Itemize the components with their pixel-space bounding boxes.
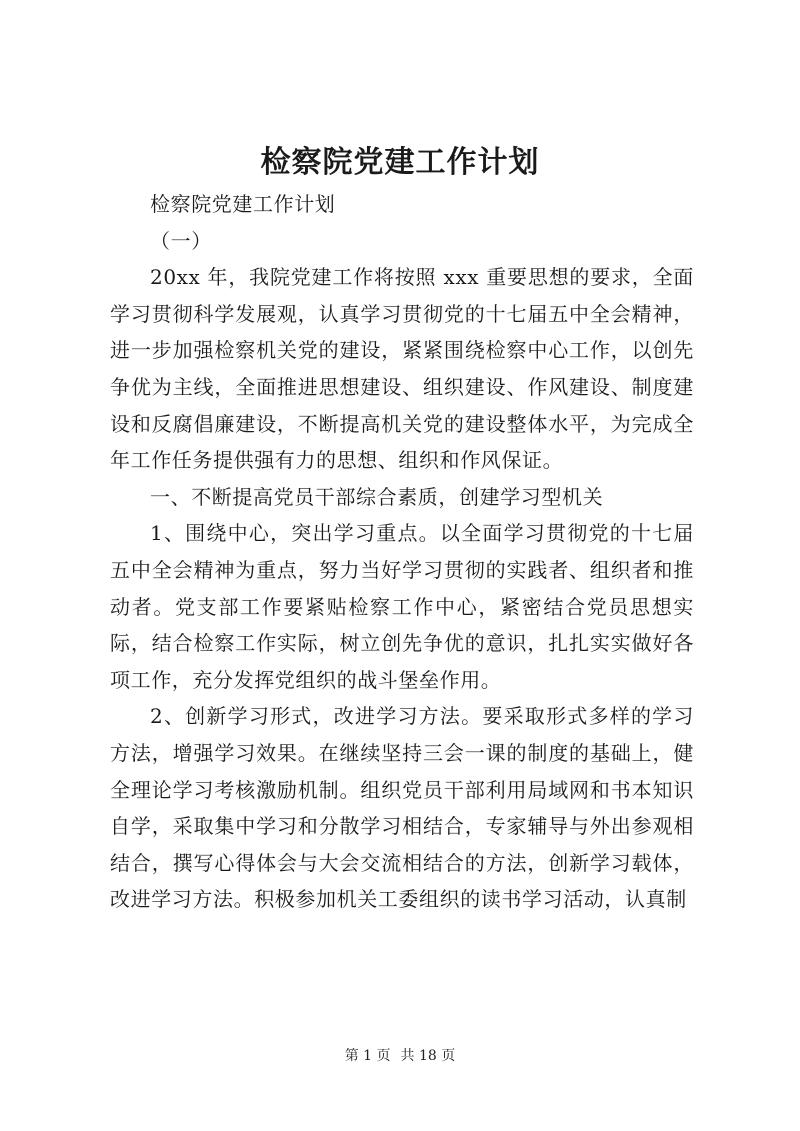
document-title: 检察院党建工作计划 [260,145,540,180]
paragraph-intro: 20xx 年，我院党建工作将按照 xxx 重要思想的要求，全面学习贯彻科学发展观，认真学习贯彻党的十七届五中全会精神，进一步加强检察机关党的建设，紧紧围绕检察中心工作，以创先争优为主线，全面推进思想建设、组织建设、作风建设、制度建设和反腐倡廉建设，不断提高机关党的建设整体水平，为完成全年工作任务提供强有力的思想、组织和作风保证。 [110,265,694,473]
paragraph-section-marker: （一） [150,228,212,253]
page-total: 共 18 页 [400,1048,456,1064]
paragraph-subtitle: 检察院党建工作计划 [150,192,336,216]
paragraph-item-1: 1、围绕中心，突出学习重点。以全面学习贯彻党的十七届五中全会精神为重点，努力当好学习贯彻的实践者、组织者和推动者。党支部工作要紧贴检察工作中心，紧密结合党员思想实际，结合检察工作实际，树立创先争优的意识，扎扎实实做好各项工作，充分发挥党组织的战斗堡垒作用。 [110,521,694,692]
document-body [110,186,694,918]
paragraph-item-2: 2、创新学习形式，改进学习方法。要采取形式多样的学习方法，增强学习效果。在继续坚持三会一课的制度的基础上，健全理论学习考核激励机制。组织党员干部利用局域网和书本知识自学，采取集中学习和分散学习相结合，专家辅导与外出参观相结合，撰写心得体会与大会交流相结合的方法，创新学习载体，改进学习方法。积极参加机关工委组织的读书学习活动，认真制 [110,704,694,912]
paragraph-heading-1: 一、不断提高党员干部综合素质，创建学习型机关 [150,484,604,509]
page-footer [0,1046,800,1066]
page-number: 第 1 页 [344,1048,391,1064]
